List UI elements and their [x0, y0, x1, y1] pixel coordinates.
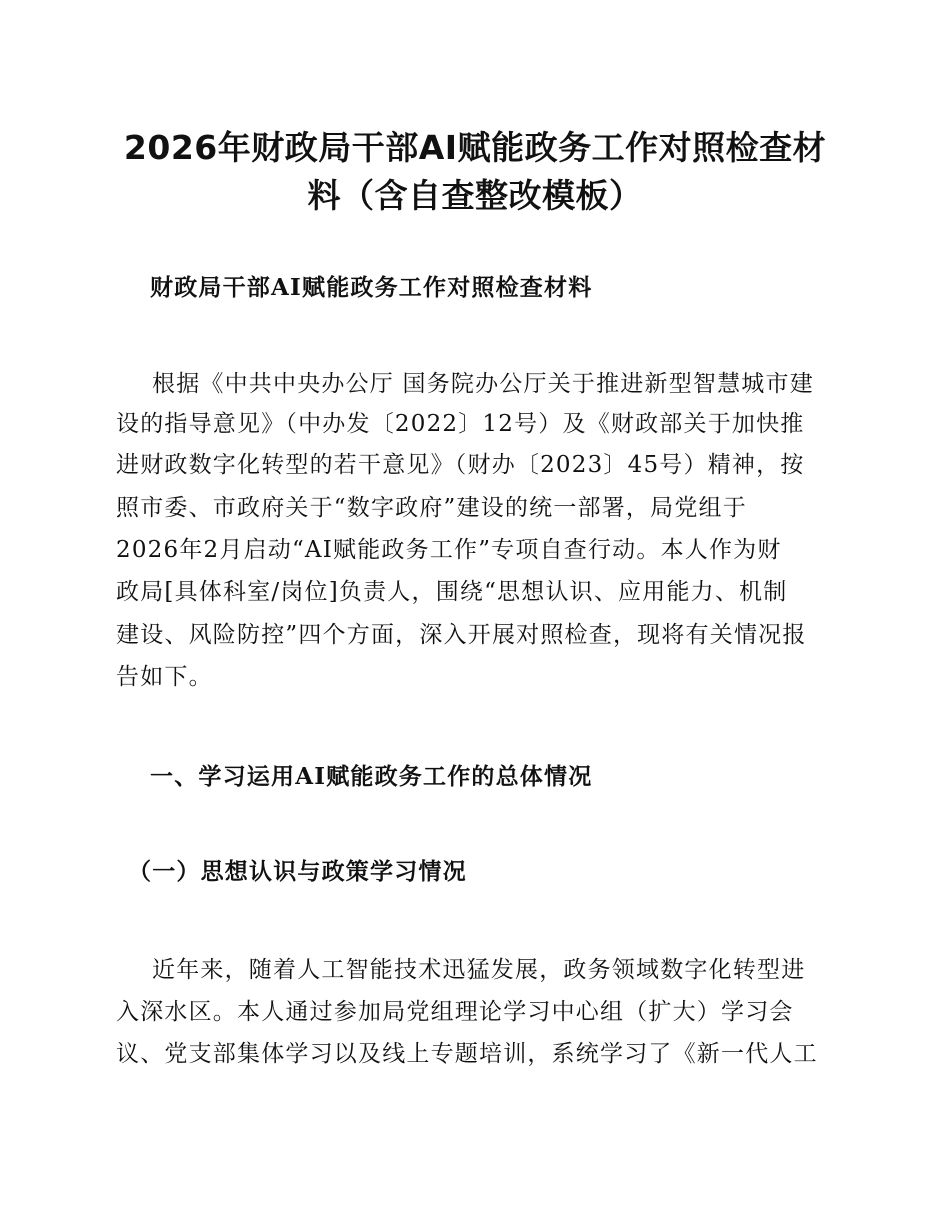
intro-line-6: 政局[具体科室/岗位]负责人，围绕“思想认识、应用能力、机制 — [116, 579, 788, 605]
intro-line-3: 进财政数字化转型的若干意见》（财办〔2023〕45号）精神，按 — [116, 452, 805, 478]
intro-line-5: 2026年2月启动“AI赋能政务工作”专项自查行动。本人作为财 — [116, 537, 782, 563]
body-line-2: 入深水区。本人通过参加局党组理论学习中心组（扩大）学习会 — [116, 999, 794, 1025]
intro-line-7: 建设、风险防控”四个方面，深入开展对照检查，现将有关情况报 — [116, 622, 807, 648]
body-line-1: 近年来，随着人工智能技术迅猛发展，政务领域数字化转型进 — [152, 957, 806, 983]
document-subtitle: 财政局干部AI赋能政务工作对照检查材料 — [150, 274, 593, 301]
section-1-heading: 一、学习运用AI赋能政务工作的总体情况 — [150, 763, 593, 790]
intro-line-1: 根据《中共中央办公厅 国务院办公厅关于推进新型智慧城市建 — [152, 371, 814, 397]
intro-line-8: 告如下。 — [116, 664, 213, 690]
title-line-2: 料（含自查整改模板） — [307, 176, 643, 215]
body-line-3: 议、党支部集体学习以及线上专题培训，系统学习了《新一代人工 — [116, 1041, 818, 1067]
intro-line-4: 照市委、市政府关于“数字政府”建设的统一部署，局党组于 — [116, 495, 747, 521]
subsection-1-heading: （一）思想认识与政策学习情况 — [128, 858, 467, 885]
title-line-1: 2026年财政局干部AI赋能政务工作对照检查材 — [123, 128, 827, 167]
intro-line-2: 设的指导意见》（中办发〔2022〕12号）及《财政部关于加快推 — [116, 411, 805, 437]
document-title — [100, 124, 850, 220]
